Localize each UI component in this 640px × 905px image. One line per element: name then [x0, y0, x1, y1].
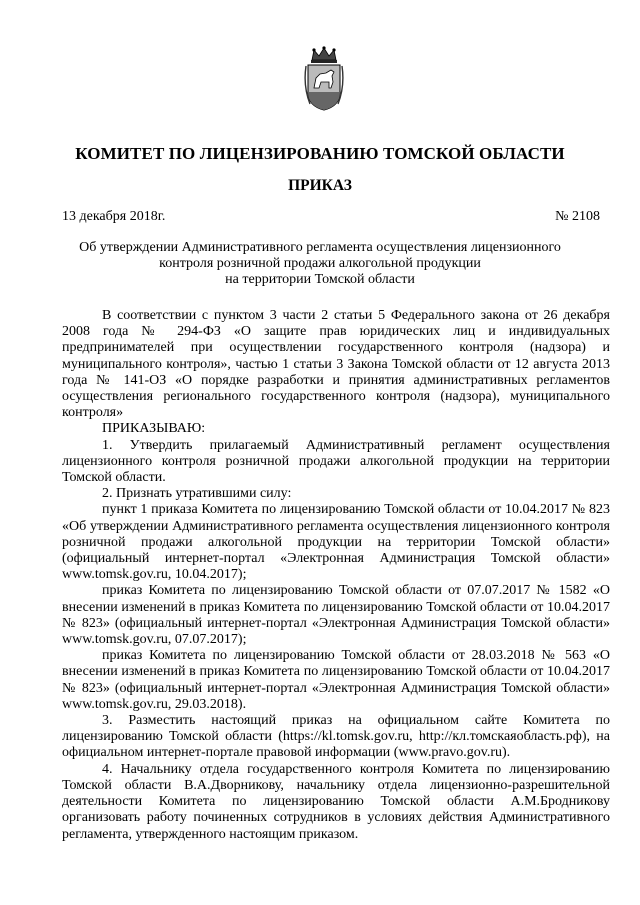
document-number: № 2108: [555, 209, 600, 224]
coat-of-arms-icon: [304, 46, 344, 112]
document-type: ПРИКАЗ: [288, 177, 352, 194]
document-body: [62, 308, 610, 843]
preamble-paragraph: В соответствии с пунктом 3 части 2 статьи 5 Федерального закона от 26 декабря 2008 года № 294-ФЗ «О защите прав юридических лиц и индивидуальных предпринимателей при осуществлении государственного контроля (надзора) и муниципального контроля», частью 1 статьи 3 Закона Томской области от 12 августа 2013 года № 141-ОЗ «О порядке разработки и принятия административных регламентов осуществления регионального государственного контроля (надзора), муниципального контроля»: [62, 308, 610, 421]
document-subject: [40, 240, 600, 288]
organization-title: КОМИТЕТ ПО ЛИЦЕНЗИРОВАНИЮ ТОМСКОЙ ОБЛАСТИ: [75, 144, 565, 163]
item-2-subitem: пункт 1 приказа Комитета по лицензированию Томской области от 10.04.2017 № 823 «Об утверждении Административного регламента осуществления лицензионного контроля розничной продажи алкогольной продукции на территории Томской области» (официальный интернет-портал «Электронная Администрация Томской области» www.tomsk.gov.ru, 10.04.2017);: [62, 502, 610, 583]
item-2-subitem: приказ Комитета по лицензированию Томской области от 28.03.2018 № 563 «О внесении изменений в приказ Комитета по лицензированию Томской области от 10.04.2017 № 823» (официальный интернет-портал «Электронная Администрация Томской области» www.tomsk.gov.ru, 29.03.2018).: [62, 648, 610, 712]
item-2-subitem: приказ Комитета по лицензированию Томской области от 07.07.2017 № 1582 «О внесении изменений в приказ Комитета по лицензированию Томской области от 10.04.2017 № 823» (официальный интернет-портал «Электронная Администрация Томской области» www.tomsk.gov.ru, 07.07.2017);: [62, 583, 610, 648]
item-4: 4. Начальнику отдела государственного контроля Комитета по лицензированию Томской области В.А.Дворникову, начальнику отдела лицензионно-разрешительной деятельности Комитета по лицензированию Томской области А.М.Бродникову организовать работу починенных сотрудников в условиях действия Административного регламента, утвержденного настоящим приказом.: [62, 761, 610, 842]
order-word: ПРИКАЗЫВАЮ:: [102, 421, 206, 437]
subject-line: на территории Томской области: [225, 272, 415, 287]
item-1: 1. Утвердить прилагаемый Административный регламент осуществления лицензионного контроля розничной продажи алкогольной продукции на территории Томской области.: [62, 437, 610, 486]
subject-line: контроля розничной продажи алкогольной продукции: [159, 256, 481, 271]
document-date: 13 декабря 2018г.: [62, 209, 166, 224]
subject-line: Об утверждении Административного регламента осуществления лицензионного: [79, 240, 561, 255]
item-2: 2. Признать утратившими силу:: [102, 486, 292, 502]
item-3: 3. Разместить настоящий приказ на официальном сайте Комитета по лицензированию Томской области (https://kl.tomsk.gov.ru, http://кл.томскаяобласть.рф), на официальном интернет-портале правовой информации (www.pravo.gov.ru).: [62, 713, 610, 761]
